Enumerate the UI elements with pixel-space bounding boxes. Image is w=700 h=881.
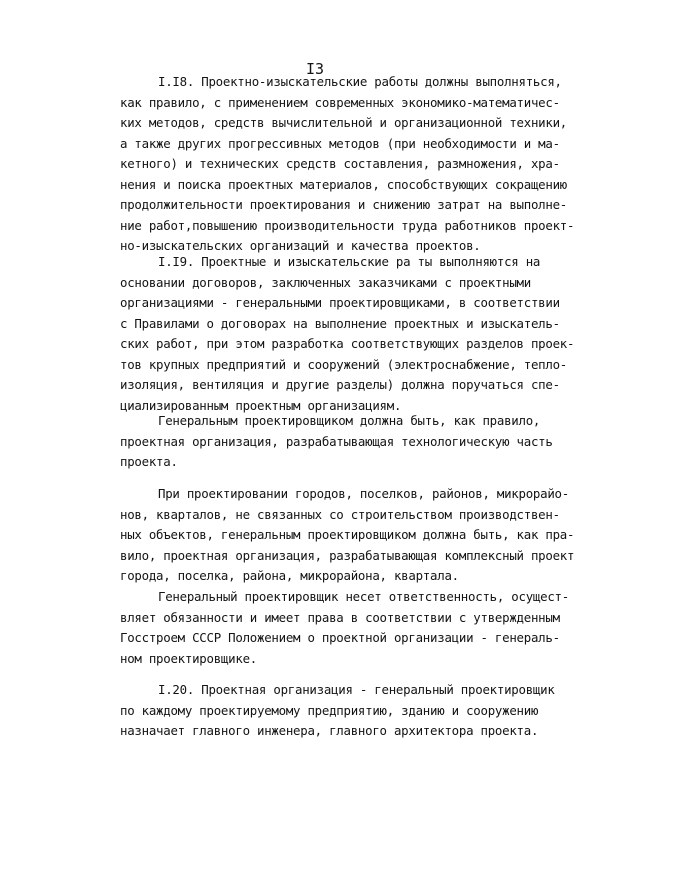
paragraph-line: проектная организация, разрабатывающая технологическую часть xyxy=(120,433,553,449)
paragraph-line: продолжительности проектирования и снижению затрат на выполне- xyxy=(120,197,568,212)
paragraph-line: как правило, с применением современных экономико-математичес- xyxy=(120,94,560,110)
paragraph-line: При проектировании городов, поселков, районов, микрорайо- xyxy=(158,486,569,501)
paragraph-1-18 xyxy=(120,72,600,257)
paragraph-line: проекта. xyxy=(120,454,178,469)
paragraph-line: ние работ,повышению производительности труда работников проект- xyxy=(120,217,575,233)
paragraph-line: I.20. Проектная организация - генеральный проектировщик xyxy=(158,682,555,697)
paragraph-line: но-изыскательских организаций и качества проектов. xyxy=(120,238,481,253)
paragraph-line: I.I8. Проектно-изыскательские работы должны выполняться, xyxy=(158,74,562,89)
paragraph-line: по каждому проектируемому предприятию, зданию и сооружению xyxy=(120,702,539,718)
paragraph-line: основании договоров, заключенных заказчиками с проектными xyxy=(120,274,531,290)
paragraph-general-designer xyxy=(120,411,600,473)
paragraph-line: Генеральным проектировщиком должна быть, как правило, xyxy=(158,413,541,428)
paragraph-line: нов, кварталов, не связанных со строительством производствен- xyxy=(120,506,560,522)
paragraph-line: тов крупных предприятий и сооружений (электроснабжение, тепло- xyxy=(120,356,568,372)
paragraph-line: а также других прогрессивных методов (при необходимости и ма- xyxy=(120,135,560,151)
paragraph-line: ких методов, средств вычислительной и организационной техники, xyxy=(120,115,568,130)
paragraph-line: циализированным проектным организациям. xyxy=(120,397,402,413)
paragraph-line: организациями - генеральными проектировщиками, в соответствии xyxy=(120,295,560,310)
paragraph-line: с Правилами о договорах на выполнение проектных и изыскатель- xyxy=(120,315,560,331)
paragraph-line: ских работ, при этом разработка соответствующих разделов проек- xyxy=(120,336,575,351)
paragraph-line: Генеральный проектировщик несет ответственность, осущест- xyxy=(158,589,569,604)
paragraph-city-design xyxy=(120,484,600,587)
paragraph-line: ных объектов, генеральным проектировщиком должна быть, как пра- xyxy=(120,527,575,542)
paragraph-line: Госстроем СССР Положением о проектной организации - генераль- xyxy=(120,630,560,645)
paragraph-line: I.I9. Проектные и изыскательские ра ты выполняются на xyxy=(158,254,541,269)
paragraph-responsibility xyxy=(120,587,600,669)
paragraph-1-19 xyxy=(120,252,600,416)
page-number: I3 xyxy=(305,60,325,78)
paragraph-1-20 xyxy=(120,680,600,742)
paragraph-line: назначает главного инженера, главного архитектора проекта. xyxy=(120,723,539,738)
paragraph-line: нения и поиска проектных материалов, способствующих сокращению xyxy=(120,176,568,192)
paragraph-line: города, поселка, района, микрорайона, квартала. xyxy=(120,568,459,583)
paragraph-line: изоляция, вентиляция и другие разделы) должна поручаться спе- xyxy=(120,377,560,392)
paragraph-line: кетного) и технических средств составления, размножения, хра- xyxy=(120,156,560,171)
paragraph-line: ном проектировщике. xyxy=(120,650,257,666)
paragraph-line: вило, проектная организация, разрабатывающая комплексный проект xyxy=(120,547,575,563)
paragraph-line: вляет обязанности и имеет права в соответствии с утвержденным xyxy=(120,609,560,625)
